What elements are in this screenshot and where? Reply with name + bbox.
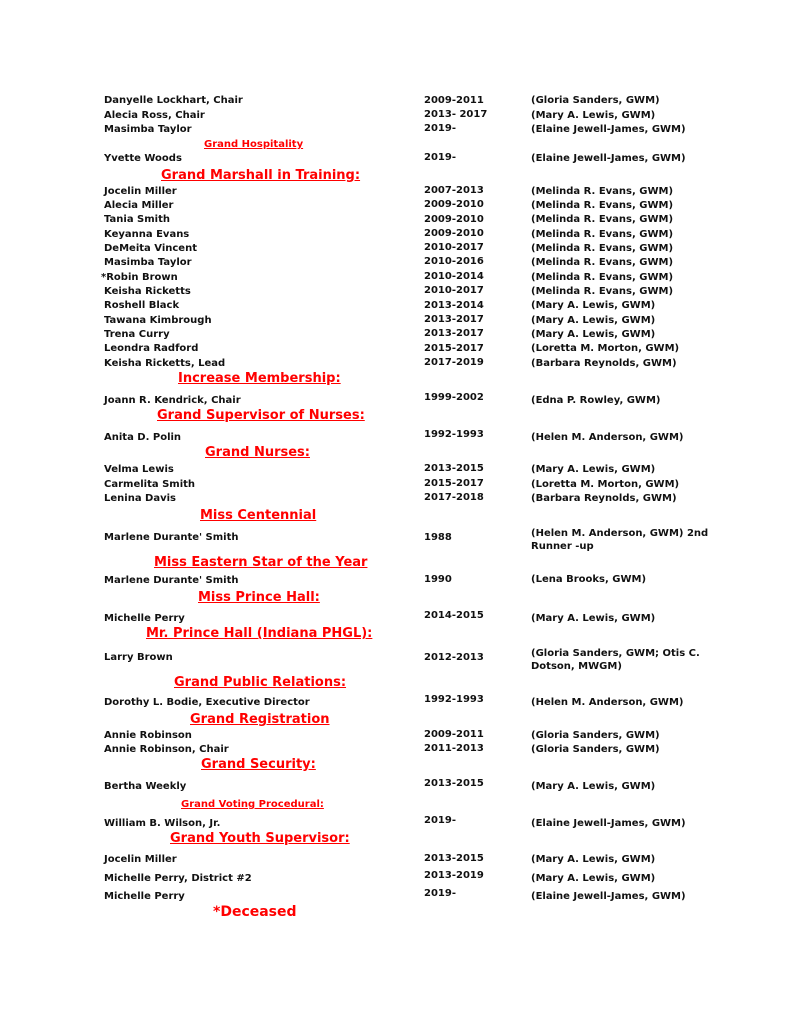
member-name: Anita D. Polin [104, 432, 182, 443]
member-name: Jocelin Miller [104, 186, 177, 197]
member-name: Bertha Weekly [104, 781, 187, 792]
member-name: Dorothy L. Bodie, Executive Director [104, 697, 310, 708]
member-gwm: (Gloria Sanders, GWM) [531, 95, 660, 106]
member-name: Jocelin Miller [104, 854, 177, 865]
member-gwm: (Melinda R. Evans, GWM) [531, 200, 674, 211]
member-gwm: (Helen M. Anderson, GWM) [531, 432, 684, 443]
member-gwm: (Loretta M. Morton, GWM) [531, 479, 680, 490]
member-years: 2009-2010 [424, 228, 484, 239]
member-name: Annie Robinson [104, 730, 192, 741]
member-years: 1988 [424, 532, 452, 543]
member-years: 2013-2017 [424, 314, 484, 325]
deceased-footnote: *Deceased [213, 904, 297, 920]
member-name: DeMeita Vincent [104, 243, 197, 254]
member-years: 2013-2015 [424, 778, 484, 789]
member-years: 2011-2013 [424, 743, 484, 754]
member-gwm: (Mary A. Lewis, GWM) [531, 110, 656, 121]
member-name: Yvette Woods [104, 153, 182, 164]
member-years: 2013-2015 [424, 853, 484, 864]
member-name: Masimba Taylor [104, 124, 192, 135]
member-years: 2009-2011 [424, 729, 484, 740]
member-name: Joann R. Kendrick, Chair [104, 395, 241, 406]
member-gwm: (Loretta M. Morton, GWM) [531, 343, 680, 354]
member-name: Trena Curry [104, 329, 170, 340]
member-years: 2010-2017 [424, 242, 484, 253]
member-years: 2013- 2017 [424, 109, 488, 120]
member-name: Leondra Radford [104, 343, 199, 354]
section-heading: Grand Security: [201, 757, 316, 772]
member-gwm: (Mary A. Lewis, GWM) [531, 464, 656, 475]
member-years: 2009-2011 [424, 95, 484, 106]
member-years: 2015-2017 [424, 343, 484, 354]
member-years: 2013-2019 [424, 870, 484, 881]
member-name: Tania Smith [104, 214, 171, 225]
member-years: 2010-2016 [424, 256, 484, 267]
member-years: 2014-2015 [424, 610, 484, 621]
section-heading: Increase Membership: [178, 371, 341, 386]
member-name: Velma Lewis [104, 464, 174, 475]
section-heading: Grand Hospitality [204, 139, 304, 150]
member-years: 2019- [424, 123, 456, 134]
member-years: 2010-2014 [424, 271, 484, 282]
member-gwm: (Mary A. Lewis, GWM) [531, 300, 656, 311]
section-heading: Grand Youth Supervisor: [170, 831, 350, 846]
member-name: Michelle Perry [104, 891, 185, 902]
member-name: Danyelle Lockhart, Chair [104, 95, 243, 106]
member-years: 2010-2017 [424, 285, 484, 296]
member-gwm: (Gloria Sanders, GWM) [531, 744, 660, 755]
member-name: Lenina Davis [104, 493, 176, 504]
section-heading: Mr. Prince Hall (Indiana PHGL): [146, 626, 373, 641]
section-heading: Grand Public Relations: [174, 675, 347, 690]
member-gwm: (Mary A. Lewis, GWM) [531, 329, 656, 340]
section-heading: Grand Nurses: [205, 445, 310, 460]
member-gwm: (Helen M. Anderson, GWM) [531, 697, 684, 708]
member-name: Larry Brown [104, 652, 173, 663]
member-years: 1992-1993 [424, 429, 484, 440]
section-heading: Grand Registration [190, 712, 330, 727]
member-years: 2019- [424, 152, 456, 163]
member-gwm: (Melinda R. Evans, GWM) [531, 229, 674, 240]
section-heading: Miss Centennial [200, 508, 317, 523]
member-gwm: (Barbara Reynolds, GWM) [531, 493, 677, 504]
member-years: 2007-2013 [424, 185, 484, 196]
member-name: Keyanna Evans [104, 229, 190, 240]
member-name: William B. Wilson, Jr. [104, 818, 221, 829]
member-gwm: (Melinda R. Evans, GWM) [531, 257, 674, 268]
member-name: Keisha Ricketts, Lead [104, 358, 226, 369]
member-gwm: (Melinda R. Evans, GWM) [531, 286, 674, 297]
member-years: 2009-2010 [424, 214, 484, 225]
member-years: 1999-2002 [424, 392, 484, 403]
member-years: 2017-2019 [424, 357, 484, 368]
member-name: *Robin Brown [101, 272, 178, 283]
member-gwm: (Melinda R. Evans, GWM) [531, 243, 674, 254]
member-gwm: (Gloria Sanders, GWM) [531, 730, 660, 741]
member-gwm: (Elaine Jewell-James, GWM) [531, 818, 686, 829]
member-years: 2009-2010 [424, 199, 484, 210]
section-heading: Grand Supervisor of Nurses: [157, 408, 365, 423]
member-gwm: (Elaine Jewell-James, GWM) [531, 891, 686, 902]
member-years: 1992-1993 [424, 694, 484, 705]
member-gwm: (Elaine Jewell-James, GWM) [531, 124, 686, 135]
member-years: 2015-2017 [424, 478, 484, 489]
member-years: 2013-2014 [424, 300, 484, 311]
section-heading: Grand Marshall in Training: [161, 168, 361, 183]
member-name: Michelle Perry [104, 613, 185, 624]
member-gwm: (Melinda R. Evans, GWM) [531, 186, 674, 197]
member-years: 2013-2017 [424, 328, 484, 339]
section-heading: Miss Prince Hall: [198, 590, 320, 605]
member-gwm: (Mary A. Lewis, GWM) [531, 854, 656, 865]
member-gwm: (Mary A. Lewis, GWM) [531, 613, 656, 624]
member-name: Tawana Kimbrough [104, 315, 212, 326]
member-name: Keisha Ricketts [104, 286, 191, 297]
member-gwm: (Melinda R. Evans, GWM) [531, 214, 674, 225]
member-years: 2013-2015 [424, 463, 484, 474]
member-name: Michelle Perry, District #2 [104, 873, 252, 884]
member-name: Marlene Durante' Smith [104, 575, 239, 586]
member-name: Marlene Durante' Smith [104, 532, 239, 543]
member-gwm: (Mary A. Lewis, GWM) [531, 873, 656, 884]
member-gwm: (Barbara Reynolds, GWM) [531, 358, 677, 369]
member-name: Annie Robinson, Chair [104, 744, 229, 755]
member-name: Carmelita Smith [104, 479, 196, 490]
member-name: Roshell Black [104, 300, 180, 311]
member-gwm: (Edna P. Rowley, GWM) [531, 395, 661, 406]
member-gwm: (Mary A. Lewis, GWM) [531, 315, 656, 326]
member-gwm: (Elaine Jewell-James, GWM) [531, 153, 686, 164]
member-years: 1990 [424, 574, 452, 585]
member-gwm: (Helen M. Anderson, GWM) 2nd Runner -up [531, 528, 709, 552]
member-gwm: (Melinda R. Evans, GWM) [531, 272, 674, 283]
member-years: 2012-2013 [424, 652, 484, 663]
member-years: 2019- [424, 815, 456, 826]
member-gwm: (Mary A. Lewis, GWM) [531, 781, 656, 792]
member-name: Masimba Taylor [104, 257, 192, 268]
member-gwm: (Gloria Sanders, GWM; Otis C. Dotson, MWGM) [531, 648, 700, 672]
member-years: 2019- [424, 888, 456, 899]
section-heading: Grand Voting Procedural: [181, 799, 324, 810]
member-years: 2017-2018 [424, 492, 484, 503]
member-gwm: (Lena Brooks, GWM) [531, 574, 647, 585]
member-name: Alecia Ross, Chair [104, 110, 205, 121]
member-name: Alecia Miller [104, 200, 174, 211]
section-heading: Miss Eastern Star of the Year [154, 555, 368, 570]
